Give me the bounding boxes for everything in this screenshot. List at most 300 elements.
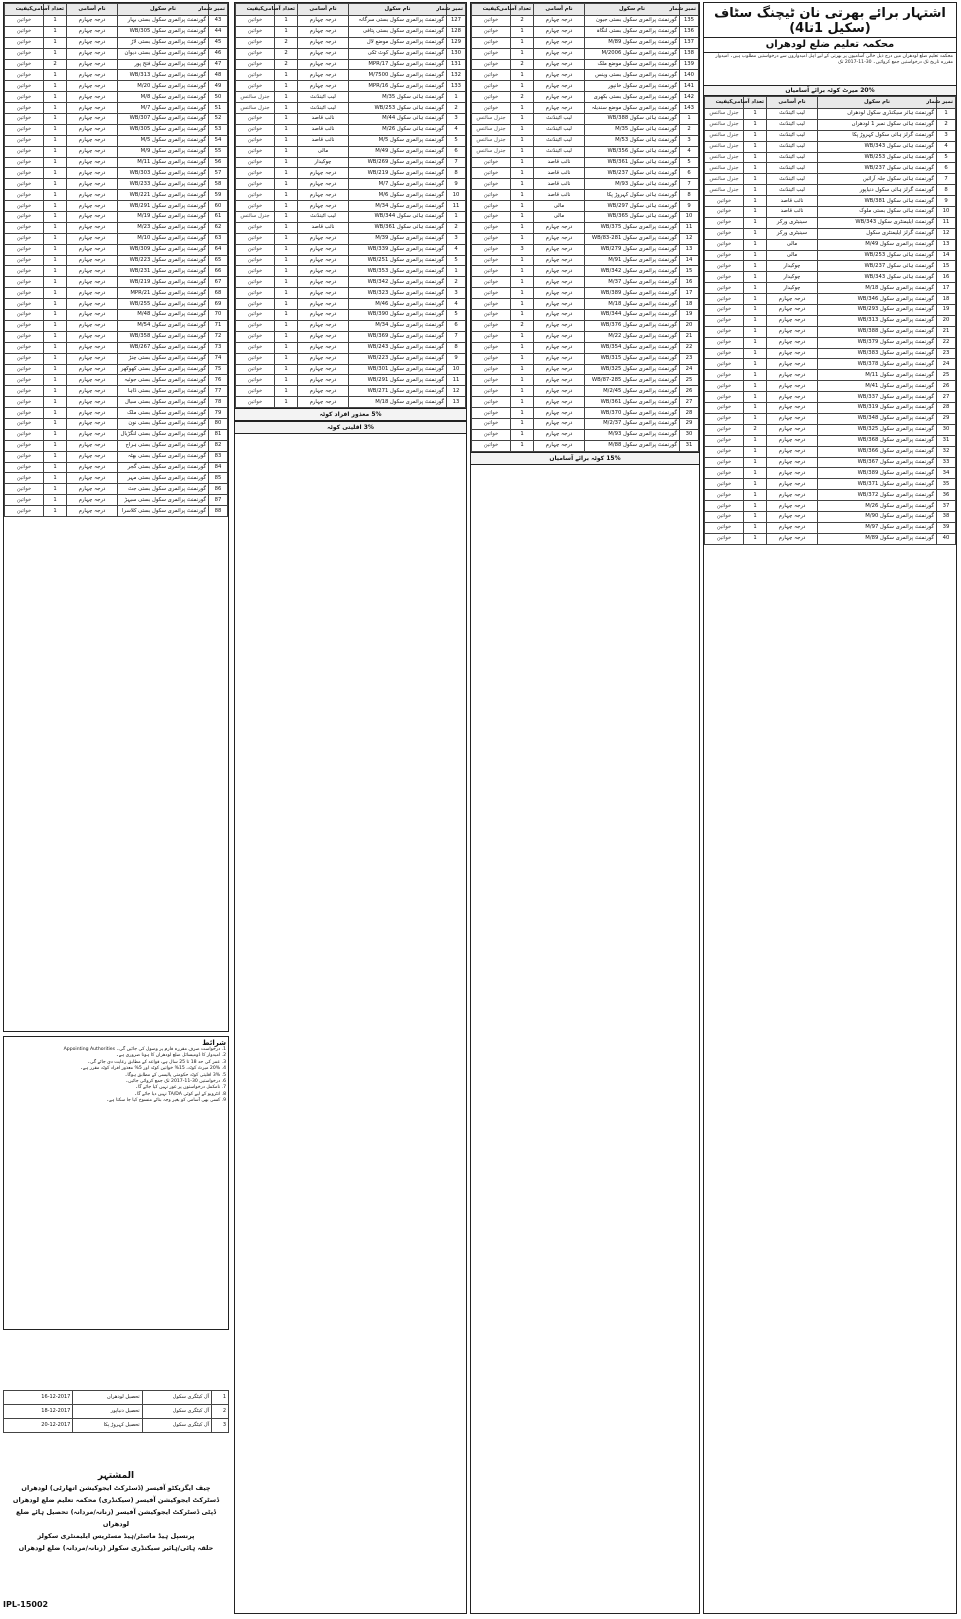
school-name: گورنمنٹ ہائی سکول نمبر 1 لودھراں xyxy=(818,119,937,130)
post-count: 1 xyxy=(44,179,67,190)
post-count: 1 xyxy=(44,81,67,92)
remarks: خواتین xyxy=(5,320,44,331)
school-name: گورنمنٹ پرائمری سکول 10/M xyxy=(118,233,209,244)
schedule-row xyxy=(4,1419,229,1433)
post-name: درجہ چہارم xyxy=(67,375,118,386)
row-number: 138 xyxy=(680,48,699,59)
schedule-date: 18-12-2017 xyxy=(4,1405,73,1419)
condition-item: 6. درخواستیں 30-11-2017 تک جمع کروائی جائیں۔ xyxy=(125,1079,226,1085)
remarks: جنرل سائنس xyxy=(472,135,511,146)
row-number: 11 xyxy=(447,201,466,212)
post-count: 1 xyxy=(44,342,67,353)
remarks: خواتین xyxy=(472,418,511,429)
condition-item: 8. انٹرویو کے لیے کوئی TA/DA نہیں دیا جائے گا۔ xyxy=(134,1091,226,1097)
post-count: 1 xyxy=(44,255,67,266)
remarks: خواتین xyxy=(472,212,511,223)
post-name: نائب قاصد xyxy=(534,190,585,201)
post-name: درجہ چہارم xyxy=(67,233,118,244)
table-row xyxy=(236,26,466,37)
table-row xyxy=(472,179,699,190)
table-row xyxy=(236,70,466,81)
schedule-num: 2 xyxy=(212,1405,229,1419)
post-count: 2 xyxy=(511,320,534,331)
remarks: خواتین xyxy=(5,114,44,125)
post-name: درجہ چہارم xyxy=(767,294,818,305)
table-row xyxy=(705,272,956,283)
table-row xyxy=(5,16,228,27)
table-row xyxy=(5,168,228,179)
school-name: گورنمنٹ پرائمری سکول بستی کھوکھر xyxy=(118,364,209,375)
post-count: 1 xyxy=(511,135,534,146)
row-number: 66 xyxy=(209,266,228,277)
school-name: گورنمنٹ پرائمری سکول 11/M xyxy=(818,370,937,381)
row-number: 10 xyxy=(937,207,956,218)
remarks: جنرل سائنس xyxy=(472,114,511,125)
school-name: گورنمنٹ پرائمری سکول بستی ہراج xyxy=(118,440,209,451)
post-name: لیب اٹینڈنٹ xyxy=(767,141,818,152)
post-count: 1 xyxy=(511,440,534,451)
remarks: خواتین xyxy=(705,196,744,207)
table-row xyxy=(236,48,466,59)
post-name: درجہ چہارم xyxy=(534,397,585,408)
vacancy-table xyxy=(471,3,699,452)
table-row xyxy=(472,397,699,408)
remarks: خواتین xyxy=(236,299,275,310)
vacancy-table xyxy=(704,96,956,545)
table-row xyxy=(472,418,699,429)
ipl-code: IPL-15002 xyxy=(3,1600,49,1609)
remarks: خواتین xyxy=(236,26,275,37)
school-name: گورنمنٹ ہائی سکول 361/WB xyxy=(585,157,680,168)
remarks: خواتین xyxy=(705,261,744,272)
remarks: خواتین xyxy=(5,124,44,135)
post-count: 1 xyxy=(275,26,298,37)
post-name: درجہ چہارم xyxy=(67,157,118,168)
table-row xyxy=(236,92,466,103)
table-row xyxy=(5,288,228,299)
row-number: 10 xyxy=(447,364,466,375)
table-row xyxy=(236,59,466,70)
post-name: درجہ چہارم xyxy=(67,179,118,190)
post-name: درجہ چہارم xyxy=(67,310,118,321)
post-count: 1 xyxy=(744,305,767,316)
post-count: 1 xyxy=(275,331,298,342)
post-count: 1 xyxy=(511,342,534,353)
remarks: خواتین xyxy=(472,353,511,364)
table-row xyxy=(705,109,956,120)
post-name: لیب اٹینڈنٹ xyxy=(298,212,349,223)
remarks: جنرل سائنس xyxy=(236,103,275,114)
schedule-date: 16-12-2017 xyxy=(4,1391,73,1405)
table-header-row xyxy=(236,4,466,16)
remarks: خواتین xyxy=(5,37,44,48)
remarks: خواتین xyxy=(236,310,275,321)
school-name: گورنمنٹ ہائر سیکنڈری سکول لودھراں xyxy=(818,109,937,120)
row-number: 29 xyxy=(937,413,956,424)
post-name: درجہ چہارم xyxy=(534,244,585,255)
post-name: درجہ چہارم xyxy=(67,506,118,517)
row-number: 24 xyxy=(937,359,956,370)
table-row xyxy=(472,255,699,266)
school-name: گورنمنٹ پرائمری سکول 93/M xyxy=(585,429,680,440)
post-count: 1 xyxy=(744,511,767,522)
post-count: 2 xyxy=(275,59,298,70)
school-name: گورنمنٹ پرائمری سکول بستی نون xyxy=(118,418,209,429)
post-count: 1 xyxy=(744,522,767,533)
post-name: مالی xyxy=(767,239,818,250)
post-name: درجہ چہارم xyxy=(67,114,118,125)
post-count: 1 xyxy=(511,168,534,179)
remarks: خواتین xyxy=(5,440,44,451)
header-school: نام سکول xyxy=(818,97,937,109)
table-row xyxy=(472,26,699,37)
table-row xyxy=(705,152,956,163)
school-name: گورنمنٹ پرائمری سکول 34/M xyxy=(349,320,447,331)
row-number: 136 xyxy=(680,26,699,37)
post-name: درجہ چہارم xyxy=(767,315,818,326)
table-row xyxy=(472,146,699,157)
post-name: درجہ چہارم xyxy=(67,451,118,462)
post-count: 1 xyxy=(744,196,767,207)
table-row xyxy=(705,468,956,479)
post-name: درجہ چہارم xyxy=(534,48,585,59)
post-count: 1 xyxy=(744,381,767,392)
post-count: 1 xyxy=(44,222,67,233)
table-row xyxy=(5,114,228,125)
post-count: 1 xyxy=(744,413,767,424)
table-row xyxy=(705,283,956,294)
post-count: 1 xyxy=(511,397,534,408)
remarks: خواتین xyxy=(705,250,744,261)
schedule-category: آل کیٹگری سکول xyxy=(142,1391,211,1405)
post-count: 1 xyxy=(44,299,67,310)
row-number: 69 xyxy=(209,299,228,310)
school-name: گورنمنٹ ہائی سکول 53/M xyxy=(585,135,680,146)
table-row xyxy=(5,506,228,517)
table-row xyxy=(236,135,466,146)
remarks: خواتین xyxy=(472,179,511,190)
table-row xyxy=(236,179,466,190)
post-count: 1 xyxy=(744,174,767,185)
school-name: گورنمنٹ پرائمری سکول 41/M xyxy=(818,381,937,392)
post-count: 1 xyxy=(511,146,534,157)
school-name: گورنمنٹ پرائمری سکول 389/WB xyxy=(818,468,937,479)
condition-item: 4. 20% میرٹ کوٹہ، 15% خواتین کوٹہ اور 5% معذور افراد کوٹہ مقرر ہے۔ xyxy=(80,1066,226,1072)
school-name: گورنمنٹ پرائمری سکول 7/M xyxy=(118,103,209,114)
table-row xyxy=(236,103,466,114)
post-name: نائب قاصد xyxy=(534,157,585,168)
school-name: گورنمنٹ پرائمری سکول 22/M xyxy=(585,331,680,342)
post-name: درجہ چہارم xyxy=(67,37,118,48)
table-row xyxy=(5,190,228,201)
school-name: گورنمنٹ ہائی سکول بستی ملوک xyxy=(818,207,937,218)
row-number: 3 xyxy=(937,130,956,141)
remarks: خواتین xyxy=(5,16,44,27)
row-number: 16 xyxy=(937,272,956,283)
vacancy-table xyxy=(4,3,228,517)
row-number: 21 xyxy=(680,331,699,342)
table-row xyxy=(472,277,699,288)
school-name: گورنمنٹ ہائی سکول 237/WB xyxy=(818,261,937,272)
remarks: خواتین xyxy=(5,397,44,408)
post-count: 1 xyxy=(511,26,534,37)
remarks: خواتین xyxy=(236,124,275,135)
remarks: خواتین xyxy=(5,201,44,212)
row-number: 77 xyxy=(209,386,228,397)
school-name: گورنمنٹ پرائمری سکول 97/M xyxy=(818,522,937,533)
row-number: 19 xyxy=(680,310,699,321)
remarks: خواتین xyxy=(5,473,44,484)
post-count: 1 xyxy=(511,233,534,244)
post-name: چوکیدار xyxy=(767,283,818,294)
schedule-venue: تحصیل دنیاپور xyxy=(73,1405,142,1419)
post-name: لیب اٹینڈنٹ xyxy=(767,152,818,163)
table-row xyxy=(705,501,956,512)
ad-title: اشتہار برائے بھرتی نان ٹیچنگ سٹاف (سکیل 1تا4) xyxy=(704,3,956,38)
row-number: 65 xyxy=(209,255,228,266)
row-number: 10 xyxy=(680,212,699,223)
post-name: درجہ چہارم xyxy=(767,457,818,468)
school-name: گورنمنٹ پرائمری سکول 17/MPR xyxy=(349,59,447,70)
row-number: 139 xyxy=(680,59,699,70)
row-number: 85 xyxy=(209,473,228,484)
remarks: خواتین xyxy=(705,403,744,414)
row-number: 15 xyxy=(937,261,956,272)
remarks: خواتین xyxy=(5,299,44,310)
post-count: 1 xyxy=(744,359,767,370)
schedule-num: 1 xyxy=(212,1391,229,1405)
remarks: خواتین xyxy=(472,277,511,288)
post-count: 1 xyxy=(44,353,67,364)
remarks: خواتین xyxy=(472,364,511,375)
post-count: 1 xyxy=(511,266,534,277)
table-row xyxy=(705,305,956,316)
table-row xyxy=(5,440,228,451)
row-number: 10 xyxy=(447,190,466,201)
header-num: نمبر شمار xyxy=(209,4,228,16)
row-number: 30 xyxy=(937,424,956,435)
table-row xyxy=(236,157,466,168)
remarks: خواتین xyxy=(472,70,511,81)
post-name: درجہ چہارم xyxy=(534,37,585,48)
post-name: درجہ چہارم xyxy=(767,522,818,533)
post-count: 1 xyxy=(511,37,534,48)
post-count: 3 xyxy=(511,244,534,255)
row-number: 1 xyxy=(680,114,699,125)
remarks: خواتین xyxy=(236,135,275,146)
table-row xyxy=(472,386,699,397)
post-count: 1 xyxy=(511,190,534,201)
table-row xyxy=(236,37,466,48)
table-row xyxy=(5,277,228,288)
post-name: نائب قاصد xyxy=(298,135,349,146)
schedule-venue: تحصیل لودھراں xyxy=(73,1391,142,1405)
post-name: لیب اٹینڈنٹ xyxy=(298,92,349,103)
table-row xyxy=(5,418,228,429)
post-name: لیب اٹینڈنٹ xyxy=(534,146,585,157)
row-number: 130 xyxy=(447,48,466,59)
table-row xyxy=(705,130,956,141)
post-count: 1 xyxy=(275,179,298,190)
school-name: گورنمنٹ پرائمری سکول 21/MPR xyxy=(118,288,209,299)
school-name: گورنمنٹ پرائمری سکول بستی لاڑ xyxy=(118,37,209,48)
conditions-box xyxy=(3,1036,229,1330)
post-name: درجہ چہارم xyxy=(67,440,118,451)
school-name: گورنمنٹ پرائمری سکول 303/WB xyxy=(118,168,209,179)
school-name: گورنمنٹ پرائمری سکول 342/WB xyxy=(349,277,447,288)
table-row xyxy=(236,168,466,179)
table-row xyxy=(5,375,228,386)
row-number: 88 xyxy=(209,506,228,517)
school-name: گورنمنٹ ہائی سکول 297/WB xyxy=(585,201,680,212)
post-name: مالی xyxy=(534,212,585,223)
remarks: خواتین xyxy=(705,457,744,468)
table-row xyxy=(472,59,699,70)
row-number: 1 xyxy=(937,109,956,120)
table-row xyxy=(472,342,699,353)
post-name: درجہ چہارم xyxy=(298,37,349,48)
post-count: 1 xyxy=(744,239,767,250)
remarks: خواتین xyxy=(705,326,744,337)
post-name: درجہ چہارم xyxy=(67,81,118,92)
post-name: درجہ چہارم xyxy=(67,266,118,277)
remarks: خواتین xyxy=(5,277,44,288)
post-name: درجہ چہارم xyxy=(534,353,585,364)
school-name: گورنمنٹ ہائی سکول 343/WB xyxy=(818,272,937,283)
remarks: خواتین xyxy=(5,408,44,419)
schedule-table xyxy=(3,1390,229,1433)
post-count: 1 xyxy=(44,92,67,103)
post-count: 1 xyxy=(275,233,298,244)
post-name: نائب قاصد xyxy=(298,114,349,125)
post-name: درجہ چہارم xyxy=(298,375,349,386)
post-name: درجہ چہارم xyxy=(67,277,118,288)
post-count: 1 xyxy=(275,244,298,255)
row-number: 135 xyxy=(680,16,699,27)
post-count: 1 xyxy=(744,228,767,239)
post-name: درجہ چہارم xyxy=(767,348,818,359)
remarks: خواتین xyxy=(472,255,511,266)
post-count: 1 xyxy=(511,418,534,429)
post-count: 1 xyxy=(511,201,534,212)
school-name: گورنمنٹ پرائمری سکول 8/M xyxy=(118,92,209,103)
post-count: 1 xyxy=(511,70,534,81)
row-number: 20 xyxy=(680,320,699,331)
row-number: 18 xyxy=(680,299,699,310)
school-name: گورنمنٹ پرائمری سکول 7/M xyxy=(349,179,447,190)
post-name: درجہ چہارم xyxy=(767,392,818,403)
post-count: 1 xyxy=(511,212,534,223)
post-name: درجہ چہارم xyxy=(67,386,118,397)
table-row xyxy=(705,403,956,414)
row-number: 63 xyxy=(209,233,228,244)
remarks: خواتین xyxy=(236,233,275,244)
row-number: 84 xyxy=(209,462,228,473)
school-name: گورنمنٹ پرائمری سکول 354/WB xyxy=(585,342,680,353)
table-row xyxy=(5,124,228,135)
school-name: گورنمنٹ پرائمری سکول 383/WB xyxy=(818,348,937,359)
school-name: گورنمنٹ پرائمری سکول 371/WB xyxy=(818,479,937,490)
school-name: گورنمنٹ پرائمری سکول 19/M xyxy=(118,212,209,223)
post-count: 1 xyxy=(44,135,67,146)
table-row xyxy=(705,359,956,370)
table-row xyxy=(5,157,228,168)
remarks: خواتین xyxy=(236,37,275,48)
remarks: خواتین xyxy=(236,157,275,168)
table-row xyxy=(5,353,228,364)
post-count: 1 xyxy=(275,320,298,331)
remarks: خواتین xyxy=(236,168,275,179)
post-count: 1 xyxy=(511,255,534,266)
school-name: گورنمنٹ پرائمری سکول 219/WB xyxy=(118,277,209,288)
row-number: 8 xyxy=(937,185,956,196)
quota-heading: 20% میرٹ کوٹہ برائے آسامیاں xyxy=(704,86,956,96)
school-name: گورنمنٹ پرائمری سکول 361/WB xyxy=(585,397,680,408)
post-name: درجہ چہارم xyxy=(534,375,585,386)
school-name: گورنمنٹ پرائمری سکول موضع لال xyxy=(349,37,447,48)
remarks: خواتین xyxy=(472,222,511,233)
row-number: 143 xyxy=(680,103,699,114)
post-count: 1 xyxy=(511,353,534,364)
remarks: خواتین xyxy=(5,418,44,429)
row-number: 17 xyxy=(937,283,956,294)
post-count: 1 xyxy=(744,403,767,414)
row-number: 127 xyxy=(447,16,466,27)
table-row xyxy=(705,196,956,207)
table-row xyxy=(236,266,466,277)
post-name: درجہ چہارم xyxy=(67,320,118,331)
row-number: 20 xyxy=(937,315,956,326)
school-name: گورنمنٹ پرائمری سکول 46/M xyxy=(349,299,447,310)
post-name: درجہ چہارم xyxy=(67,16,118,27)
row-number: 26 xyxy=(680,386,699,397)
row-number: 8 xyxy=(680,190,699,201)
vacancy-table xyxy=(235,3,466,408)
remarks: خواتین xyxy=(472,440,511,451)
post-count: 1 xyxy=(275,277,298,288)
school-name: گورنمنٹ پرائمری سکول 37/M xyxy=(585,277,680,288)
school-name: گورنمنٹ پرائمری سکول بستی سیال xyxy=(118,397,209,408)
school-name: گورنمنٹ ہائی سکول 343/WB xyxy=(818,141,937,152)
header-post: نام آسامی xyxy=(298,4,349,16)
schedule-row xyxy=(4,1405,229,1419)
post-name: درجہ چہارم xyxy=(67,124,118,135)
school-name: گورنمنٹ پرائمری سکول 255/WB xyxy=(118,299,209,310)
row-number: 5 xyxy=(447,310,466,321)
table-row xyxy=(705,435,956,446)
table-row xyxy=(472,168,699,179)
post-name: درجہ چہارم xyxy=(534,429,585,440)
column-1 xyxy=(703,2,957,1614)
post-count: 1 xyxy=(44,473,67,484)
table-row xyxy=(705,457,956,468)
row-number: 34 xyxy=(937,468,956,479)
row-number: 128 xyxy=(447,26,466,37)
post-count: 1 xyxy=(744,326,767,337)
school-name: گورنمنٹ پرائمری سکول 269/WB xyxy=(349,157,447,168)
row-number: 31 xyxy=(937,435,956,446)
school-name: گورنمنٹ پرائمری سکول 279/WB xyxy=(585,244,680,255)
post-count: 1 xyxy=(744,457,767,468)
remarks: خواتین xyxy=(705,479,744,490)
remarks: جنرل سائنس xyxy=(236,212,275,223)
row-number: 6 xyxy=(680,168,699,179)
schedule-num: 3 xyxy=(212,1419,229,1433)
row-number: 21 xyxy=(937,326,956,337)
row-number: 9 xyxy=(937,196,956,207)
school-name: گورنمنٹ پرائمری سکول 281-83/WB xyxy=(585,233,680,244)
table-row xyxy=(5,451,228,462)
